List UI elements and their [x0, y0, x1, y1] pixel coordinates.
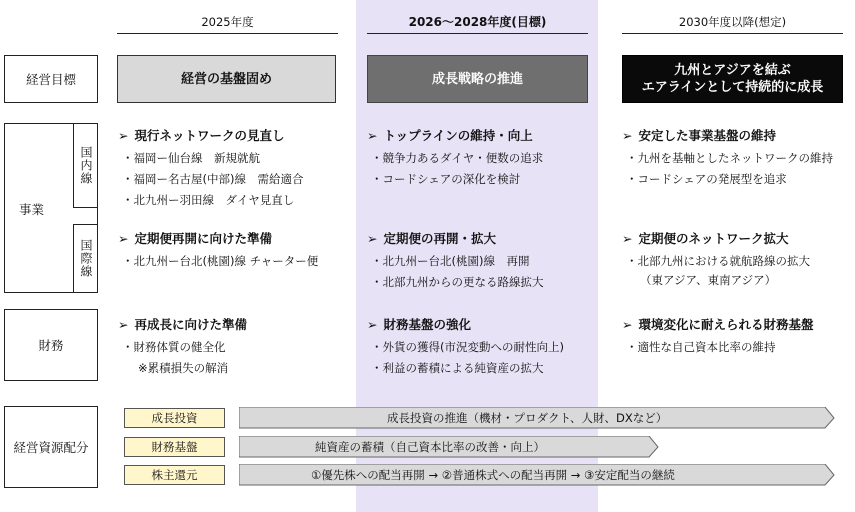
chevron-icon: ➢: [367, 128, 378, 143]
domestic-heading-2026-text: トップラインの維持・向上: [383, 128, 533, 143]
international-heading-2025-text: 定期便再開に向けた準備: [134, 231, 272, 246]
international-bullet: ・北部九州からの更なる路線拡大: [371, 275, 544, 289]
domestic-bullet: ・コードシェアの深化を検討: [371, 172, 521, 186]
chevron-icon: ➢: [118, 231, 129, 246]
finance-heading-2030: [622, 315, 814, 333]
goal-text-2030-line2: エアラインとして持続的に成長: [641, 80, 824, 95]
goal-text-2026-2028: 成長戦略の推進: [431, 71, 523, 87]
goal-text-2025: 経営の基盤固め: [180, 71, 272, 87]
international-heading-2030-text: 定期便のネットワーク拡大: [638, 231, 789, 246]
shareholder-return-arrow: [239, 464, 835, 486]
growth-investment-arrow: [239, 407, 835, 429]
international-bullet: （東アジア、東南アジア）: [640, 273, 777, 287]
shareholder-return-text: ①優先株への配当再開 → ②普通株式への配当再開 → ③安定配当の継続: [311, 468, 675, 482]
finance-bullet: ※累積損失の解消: [138, 361, 229, 375]
domestic-heading-2026: [367, 126, 533, 144]
domestic-heading-2025: [118, 126, 285, 144]
column-header-2030: 2030年度以降(想定): [622, 10, 843, 34]
row-label-international: [73, 224, 98, 293]
finance-bullet: ・利益の蓄積による純資産の拡大: [371, 361, 544, 375]
international-bullet: ・北九州ー台北(桃園)線 チャーター便: [122, 254, 319, 268]
goal-text-2030-line1: 九州とアジアを結ぶ: [674, 63, 791, 78]
row-label-finance: 財務: [4, 309, 98, 381]
goal-box-2030: [622, 55, 843, 103]
finance-heading-2026: [367, 315, 471, 333]
domestic-heading-2025-text: 現行ネットワークの見直し: [134, 128, 285, 143]
domestic-bullet: ・コードシェアの発展型を追求: [626, 172, 787, 186]
finance-bullet: ・適性な自己資本比率の維持: [626, 340, 776, 354]
international-heading-2030: [622, 229, 789, 247]
row-label-resource: 経営資源配分: [4, 406, 98, 488]
resource-label-shareholder-return: 株主還元: [124, 465, 225, 485]
column-header-2026-2028: 2026〜2028年度(目標): [367, 10, 588, 34]
domestic-bullet: ・競争力あるダイヤ・便数の追求: [371, 151, 544, 165]
chevron-icon: ➢: [118, 317, 129, 332]
finance-heading-2030-text: 環境変化に耐えられる財務基盤: [638, 317, 814, 332]
finance-heading-2025-text: 再成長に向けた準備: [134, 317, 247, 332]
international-heading-2025: [118, 229, 272, 247]
finance-heading-2025: [118, 315, 247, 333]
international-heading-2026-text: 定期便の再開・拡大: [383, 231, 496, 246]
financial-base-text: 純資産の蓄積（自己資本比率の改善・向上）: [315, 440, 545, 454]
finance-heading-2026-text: 財務基盤の強化: [383, 317, 471, 332]
row-label-domestic-text: 国内線: [79, 146, 93, 185]
goal-box-2025: [117, 55, 336, 103]
goal-box-2026-2028: [367, 55, 588, 103]
chevron-icon: ➢: [367, 231, 378, 246]
international-heading-2026: [367, 229, 496, 247]
financial-base-arrow: [239, 436, 659, 458]
row-label-business-text: 事業: [19, 202, 45, 217]
finance-bullet: ・財務体質の健全化: [122, 340, 226, 354]
chevron-icon: ➢: [118, 128, 129, 143]
chevron-icon: ➢: [367, 317, 378, 332]
chevron-icon: ➢: [622, 317, 633, 332]
row-label-domestic: [73, 123, 98, 208]
growth-investment-text: 成長投資の推進（機材・プロダクト、人財、DXなど）: [387, 411, 668, 425]
row-label-goal: 経営目標: [4, 55, 98, 103]
domestic-bullet: ・福岡ー名古屋(中部)線 需給適合: [122, 172, 304, 186]
domestic-bullet: ・福岡ー仙台線 新規就航: [122, 151, 260, 165]
resource-label-growth-investment: 成長投資: [124, 408, 225, 428]
resource-label-financial-base: 財務基盤: [124, 437, 225, 457]
domestic-heading-2030: [622, 126, 776, 144]
international-bullet: ・北九州ー台北(桃園)線 再開: [371, 254, 530, 268]
international-bullet: ・北部九州における就航路線の拡大: [626, 254, 810, 268]
domestic-bullet: ・北九州ー羽田線 ダイヤ見直し: [122, 193, 295, 207]
column-header-2025: 2025年度: [117, 10, 338, 34]
chevron-icon: ➢: [622, 128, 633, 143]
finance-bullet: ・外貨の獲得(市況変動への耐性向上): [371, 340, 564, 354]
chevron-icon: ➢: [622, 231, 633, 246]
row-label-international-text: 国際線: [79, 239, 93, 278]
domestic-bullet: ・九州を基軸としたネットワークの維持: [626, 151, 833, 165]
domestic-heading-2030-text: 安定した事業基盤の維持: [638, 128, 776, 143]
